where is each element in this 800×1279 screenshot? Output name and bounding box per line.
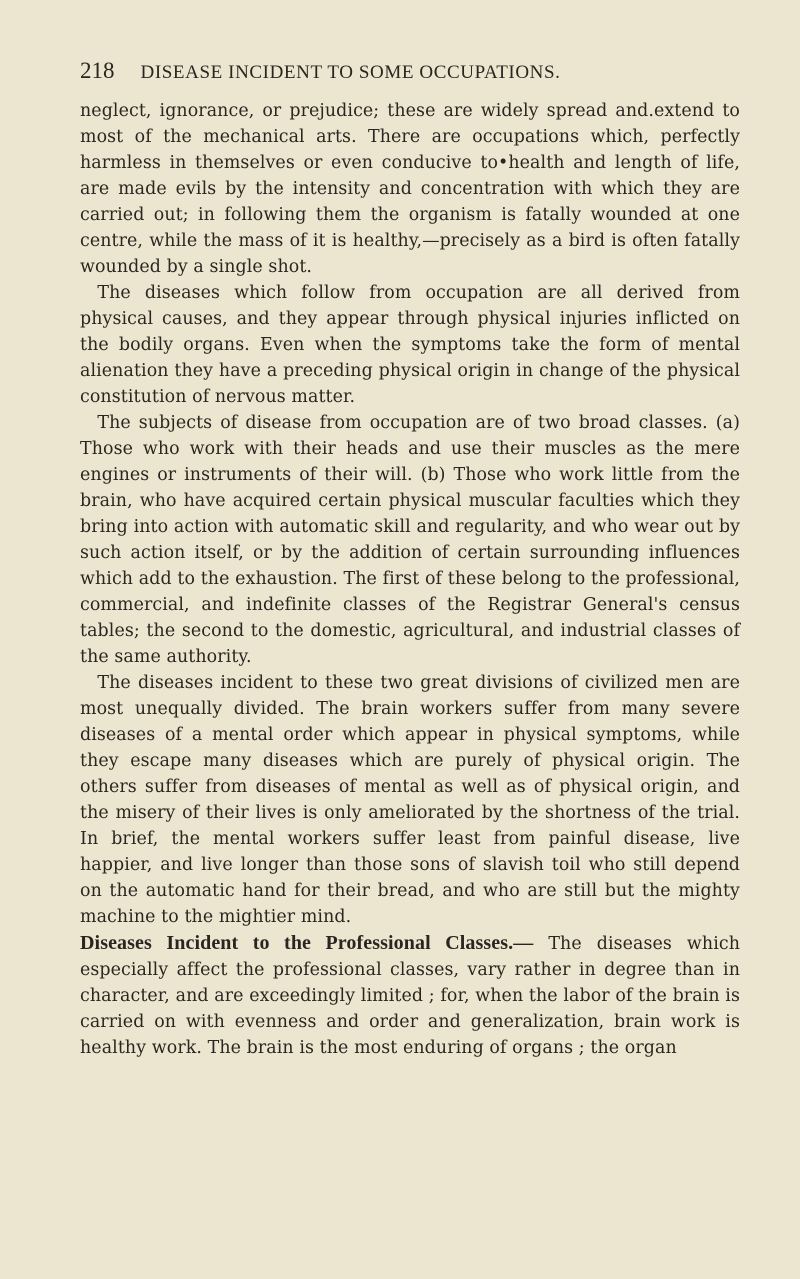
book-page bbox=[80, 58, 740, 1061]
paragraph-unequal-division: The diseases incident to these two great divisions of civilized men are most unequally divided. The brain workers suffer from many severe diseases of a mental order which appear in physical symptoms, while they escape many diseases which are purely of physical origin. The others suffer from diseases of mental as well as of physical origin, and the misery of their lives is only ameliorated by the shortness of the trial. In brief, the mental workers suffer least from painful disease, live happier, and live longer than those sons of slavish toil who still depend on the automatic hand for their bread, and who are still but the mighty machine to the mightier mind. bbox=[80, 673, 740, 927]
paragraph-physical-causes: The diseases which follow from occupation are all derived from physical causes, and they appear through physical injuries inflicted on the bodily organs. Even when the symptoms take the form of mental alienation they have a preceding physical origin in change of the physical constitution of nervous matter. bbox=[80, 283, 740, 407]
paragraph-two-classes: The subjects of disease from occupation are of two broad classes. (a) Those who work with their heads and use their muscles as the mere engines or instruments of their will. (b) Those who work little from the brain, who have acquired certain physical muscular faculties which they bring into action with automatic skill and regularity, and who wear out by such action itself, or by the addition of certain surrounding influences which add to the exhaustion. The first of these belong to the professional, commercial, and indefinite classes of the Registrar General's census tables; the second to the domestic, agricultural, and industrial classes of the same authority. bbox=[80, 413, 740, 667]
section-text: The diseases which especially affect the professional classes, vary rather in degree than in character, and are exceedingly limited ; for, when the labor of the brain is carried on with evenness and order and generalization, brain work is healthy work. The brain is the most enduring of organs ; the organ bbox=[80, 934, 740, 1058]
page-number: 218 bbox=[80, 58, 115, 83]
running-head bbox=[80, 58, 740, 84]
section-paragraph bbox=[80, 930, 740, 1061]
body-text bbox=[80, 98, 740, 1061]
paragraph-continuation: neglect, ignorance, or prejudice; these are widely spread and.extend to most of the mechanical arts. There are occupations which, perfectly harmless in themselves or even conducive to•health and length of life, are made evils by the intensity and concentration with which they are carried out; in following them the organism is fatally wounded at one centre, while the mass of it is healthy,—precisely as a bird is often fatally wounded by a single shot. bbox=[80, 101, 740, 277]
running-title: DISEASE INCIDENT TO SOME OCCUPATIONS. bbox=[140, 62, 561, 83]
section-heading: Diseases Incident to the Professional Classes.— bbox=[80, 932, 534, 954]
